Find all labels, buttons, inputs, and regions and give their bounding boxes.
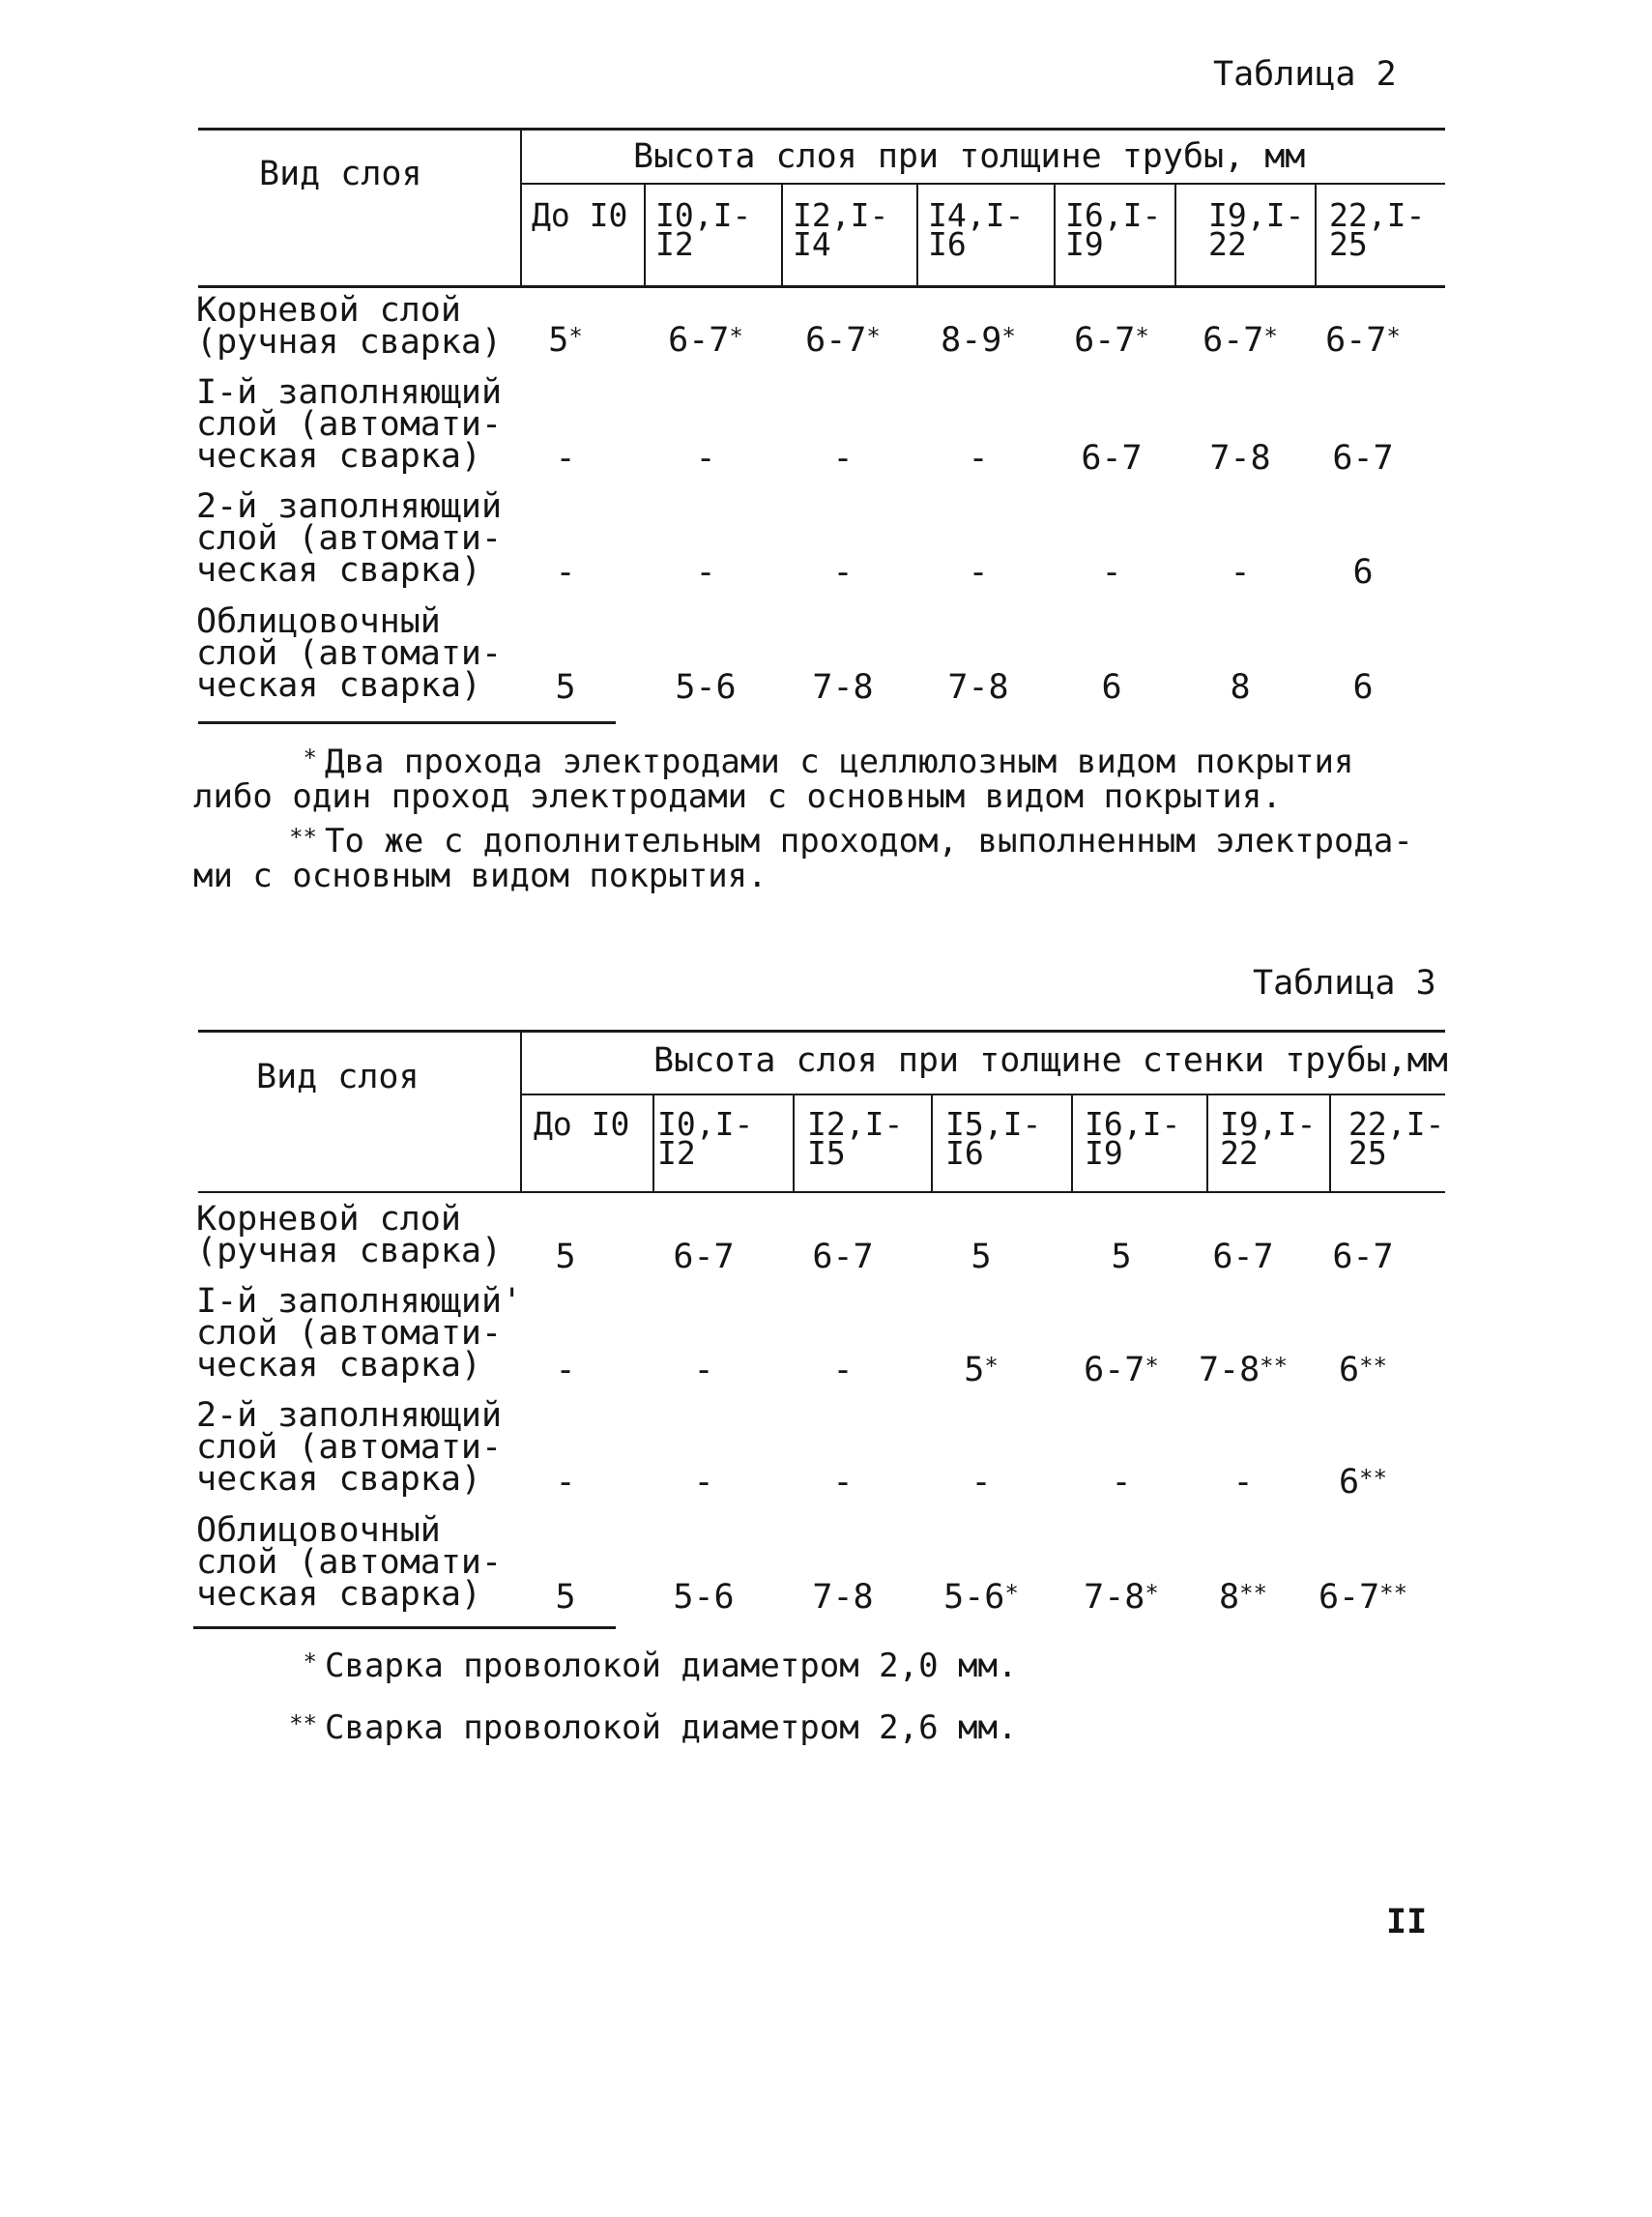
table3-header-layer-type: Вид слоя [256,1058,420,1096]
footnote [193,824,1413,893]
column-header: I0,I- I2 [657,1105,754,1172]
column-header: I2,I- I5 [807,1105,904,1172]
column-header: I0,I- I2 [655,196,752,263]
cell-value: - [693,1463,714,1502]
cell-value: - [555,1351,576,1389]
table-cell [1185,1463,1301,1502]
table-cell [1305,1351,1421,1389]
table2-divider [644,185,646,287]
table-cell [507,321,623,360]
table-cell [648,439,764,478]
cell-value: 6-7 [1081,439,1143,478]
table-cell [1305,668,1421,707]
table-cell [1305,553,1421,592]
table-cell [646,1351,762,1389]
table2-caption: Таблица 2 [1213,55,1397,94]
cell-value: 6-7 [673,1238,735,1276]
cell-value: 7-8 [812,668,874,707]
footnote-text: Сварка проволокой диаметром 2,0 мм. [325,1647,1018,1685]
footnote-mark: * [1004,1580,1019,1607]
row-label: Корневой слой (ручная сварка) [196,291,503,362]
table2-divider [1054,185,1056,287]
footnote-text: Два прохода электродами с целлюлозным видом покрытия либо один проход электродами с основным видом покрытия. [193,743,1354,816]
table3-bottom-rule [193,1626,616,1629]
cell-value: 6-7 [1203,321,1264,360]
table-cell [507,1463,623,1502]
footnote-mark: * [1386,323,1401,350]
cell-value: 6-7 [1074,321,1136,360]
table-cell [646,1238,762,1276]
table-cell [1305,1578,1421,1617]
page-number: II [1386,1903,1428,1941]
footnote-mark: * [303,1648,317,1676]
table2-divider [1315,185,1317,287]
table-cell [923,1351,1039,1389]
table-cell [785,668,901,707]
table2-header-layer-type: Вид слоя [259,155,422,193]
table-cell [1185,1351,1301,1389]
cell-value: 5 [555,668,576,707]
row-label: Облицовочный слой (автомати- ческая сварка) [196,602,503,705]
cell-value: 6 [1352,553,1374,592]
row-label: Облицовочный слой (автомати- ческая сварка) [196,1511,503,1614]
table-cell [1182,668,1298,707]
table-cell [785,321,901,360]
table2-divider [916,185,918,287]
cell-value: - [555,553,576,592]
cell-value: 6 [1339,1463,1360,1502]
row-label: 2-й заполняющий слой (автомати- ческая сварка) [196,1396,503,1499]
footnote-mark: ** [289,1710,317,1737]
table-cell [1305,321,1421,360]
cell-value: 6 [1339,1351,1360,1389]
table-cell [1305,1238,1421,1276]
table-cell [1185,1578,1301,1617]
column-header: I6,I- I9 [1085,1105,1181,1172]
table-cell [923,1578,1039,1617]
cell-value: - [832,439,854,478]
table3-caption: Таблица 3 [1253,964,1436,1003]
table-cell [1063,1351,1179,1389]
cell-value: 6-7 [1084,1351,1145,1389]
table-cell [1063,1578,1179,1617]
table2-group-rule [520,183,1445,185]
cell-value: 7-8 [947,668,1009,707]
column-header: I4,I- I6 [928,196,1025,263]
table-cell [923,1238,1039,1276]
table-cell [507,1351,623,1389]
table-cell [920,553,1036,592]
cell-value: 6-7 [805,321,867,360]
table3-top-rule [198,1030,1445,1033]
table2-divider [781,185,783,287]
cell-value: - [555,1463,576,1502]
table-cell [1185,1238,1301,1276]
table-cell [1182,321,1298,360]
cell-value: 6-7 [1325,321,1387,360]
table-cell [507,439,623,478]
table-cell [648,553,764,592]
cell-value: - [1101,553,1122,592]
column-header: 22,I- 25 [1348,1105,1445,1172]
cell-value: - [968,553,989,592]
cell-value: 5-6 [673,1578,735,1617]
table-cell [1063,1238,1179,1276]
column-header: До I0 [532,196,628,234]
cell-value: - [695,553,716,592]
footnote [193,1710,1017,1745]
cell-value: 6 [1352,668,1374,707]
table-cell [1054,553,1170,592]
table-cell [785,439,901,478]
cell-value: - [968,439,989,478]
table2-bottom-rule [198,721,616,724]
table3-divider [1206,1095,1208,1193]
table-cell [785,553,901,592]
column-header: 22,I- 25 [1329,196,1426,263]
column-header: I9,I- 22 [1220,1105,1317,1172]
table-cell [920,668,1036,707]
table-cell [646,1578,762,1617]
footnote-mark: * [984,1353,999,1380]
table-cell [507,553,623,592]
footnote-mark: ** [1359,1465,1387,1492]
table-cell [1063,1463,1179,1502]
table2-divider [520,129,522,287]
footnote-mark: * [1263,323,1278,350]
table3-divider [652,1095,654,1193]
table-cell [1054,439,1170,478]
column-header: До I0 [534,1105,630,1143]
cell-value: 7-8 [1084,1578,1145,1617]
table-cell [785,1463,901,1502]
cell-value: 5 [1111,1238,1132,1276]
row-label: I-й заполняющий слой (автомати- ческая сварка) [196,373,503,476]
table-cell [648,668,764,707]
cell-value: 6 [1101,668,1122,707]
cell-value: 5-6 [675,668,737,707]
cell-value: - [1230,553,1251,592]
table3-group-rule [520,1094,1445,1095]
footnote-mark: ** [1239,1580,1267,1607]
cell-value: 8 [1230,668,1251,707]
cell-value: 8 [1219,1578,1240,1617]
cell-value: 6-7 [1332,1238,1394,1276]
cell-value: - [832,553,854,592]
table3-divider [1071,1095,1073,1193]
footnote-mark: * [1145,1580,1159,1607]
table-cell [920,439,1036,478]
cell-value: 6-7 [1332,439,1394,478]
table-cell [785,1238,901,1276]
table-cell [1182,553,1298,592]
footnote-mark: * [303,744,317,772]
footnote-mark: * [1135,323,1149,350]
footnote-mark: ** [1379,1580,1408,1607]
cell-value: 7-8 [1198,1351,1261,1389]
cell-value: 6-7 [1318,1578,1380,1617]
table2-header-bottom-rule [198,285,1445,288]
footnote-mark: * [729,323,743,350]
footnote-text: Сварка проволокой диаметром 2,6 мм. [325,1708,1018,1747]
row-label: I-й заполняющий' слой (автомати- ческая сварка) [196,1282,523,1385]
table2-divider [1174,185,1176,287]
cell-value: 7-8 [1209,439,1271,478]
table-cell [507,1238,623,1276]
footnote-mark: ** [1359,1353,1387,1380]
table2-top-rule [198,128,1445,131]
footnote-mark: * [866,323,881,350]
footnote-mark: ** [289,824,317,851]
footnote [193,744,1353,814]
cell-value: - [555,439,576,478]
cell-value: - [693,1351,714,1389]
cell-value: 6-7 [668,321,730,360]
table2-header-group: Высота слоя при толщине трубы, мм [633,137,1306,176]
table-cell [507,668,623,707]
table3-divider [520,1031,522,1193]
table-cell [1305,1463,1421,1502]
table-cell [1054,321,1170,360]
cell-value: - [695,439,716,478]
table-cell [785,1578,901,1617]
footnote-mark: * [1145,1353,1159,1380]
table-cell [920,321,1036,360]
table3-divider [931,1095,933,1193]
table-cell [648,321,764,360]
cell-value: - [832,1463,854,1502]
cell-value: 5 [964,1351,985,1389]
footnote-mark: * [568,323,583,350]
table-cell [507,1578,623,1617]
cell-value: 6-7 [812,1238,874,1276]
table3-divider [1329,1095,1331,1193]
cell-value: 5 [555,1578,576,1617]
cell-value: 7-8 [812,1578,874,1617]
table-cell [1182,439,1298,478]
footnote [193,1648,1017,1683]
table-cell [785,1351,901,1389]
column-header: I9,I- 22 [1208,196,1305,263]
table-cell [923,1463,1039,1502]
table3-header-bottom-rule [198,1191,1445,1193]
cell-value: 5 [548,321,569,360]
row-label: 2-й заполняющий слой (автомати- ческая сварка) [196,487,503,590]
footnote-text: То же с дополнительным проходом, выполненным электрода- ми с основным видом покрытия. [193,822,1413,895]
cell-value: - [832,1351,854,1389]
table3-header-group: Высота слоя при толщине стенки трубы,мм [653,1041,1448,1080]
table3-divider [793,1095,795,1193]
footnote-mark: ** [1260,1353,1289,1380]
column-header: I5,I- I6 [945,1105,1042,1172]
cell-value: - [1232,1463,1254,1502]
footnote-mark: * [1001,323,1016,350]
cell-value: 6-7 [1212,1238,1274,1276]
column-header: I6,I- I9 [1065,196,1162,263]
cell-value: 5-6 [943,1578,1005,1617]
column-header: I2,I- I4 [793,196,889,263]
cell-value: - [971,1463,992,1502]
table-cell [646,1463,762,1502]
table-cell [1305,439,1421,478]
cell-value: 5 [555,1238,576,1276]
cell-value: 5 [971,1238,992,1276]
cell-value: - [1111,1463,1132,1502]
row-label: Корневой слой (ручная сварка) [196,1200,503,1270]
cell-value: 8-9 [941,321,1002,360]
table-cell [1054,668,1170,707]
